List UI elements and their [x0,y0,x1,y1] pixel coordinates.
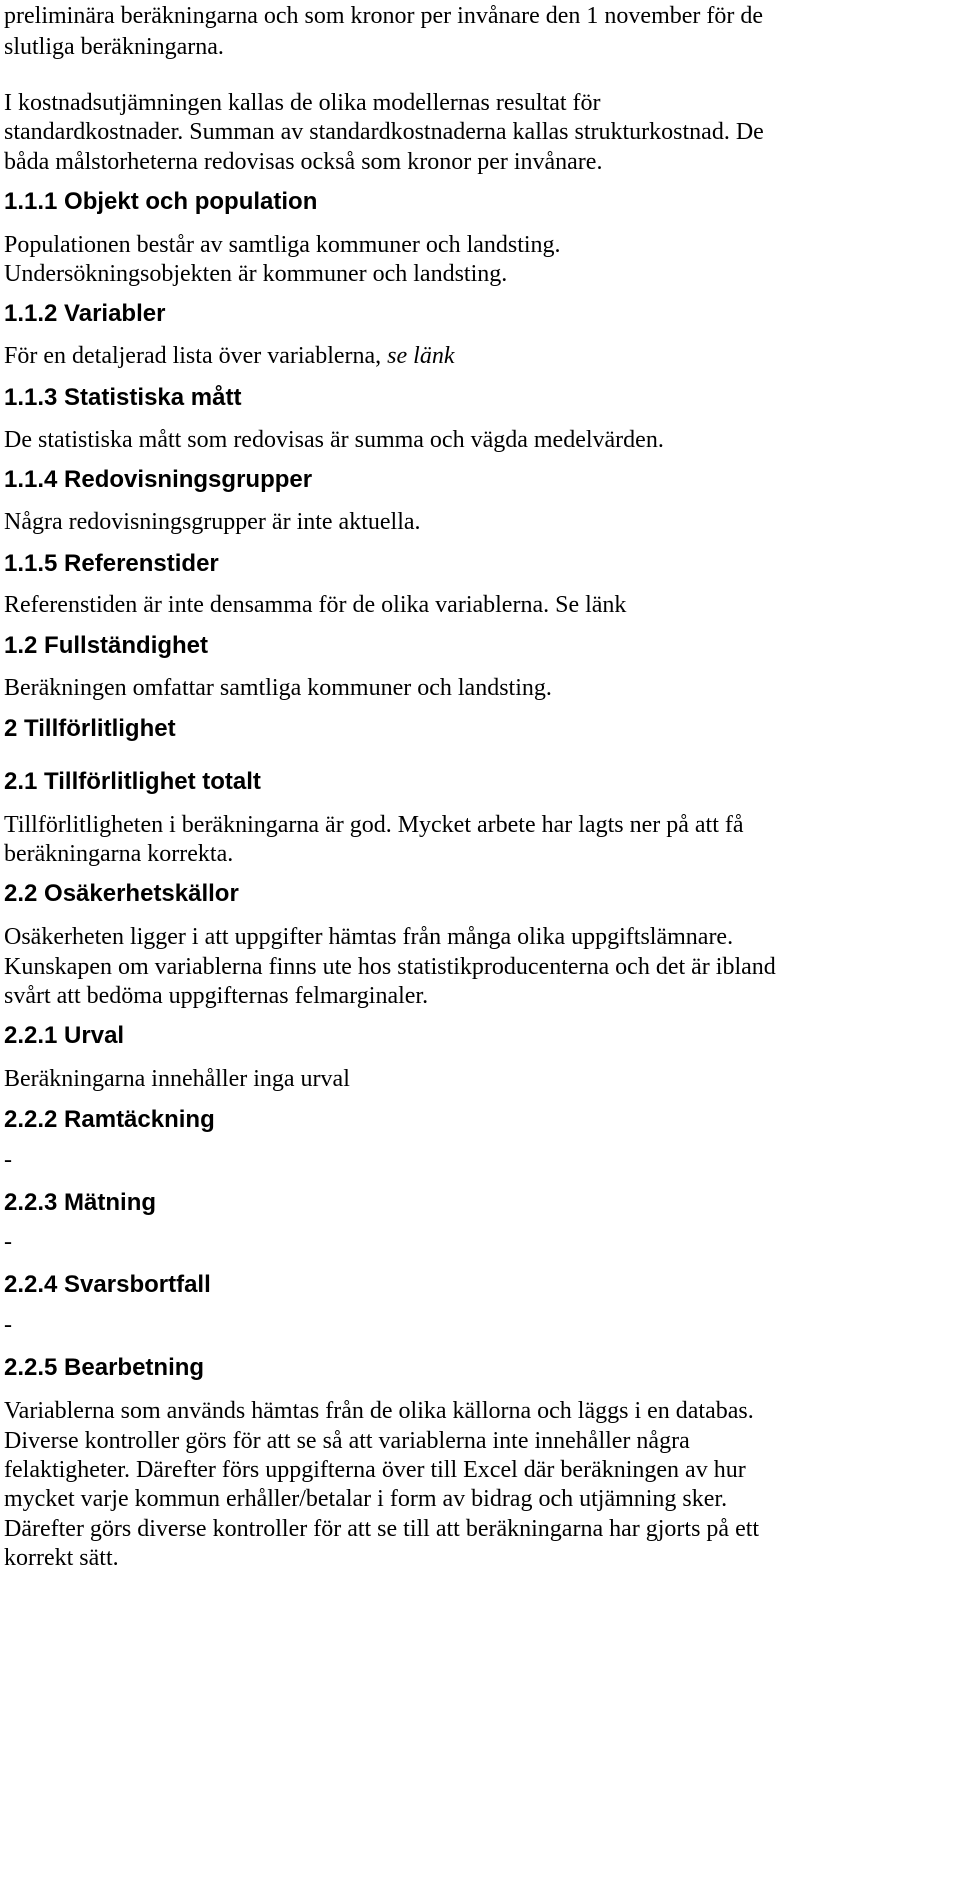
paragraph-line: korrekt sätt. [4,1545,119,1571]
intro-line: slutliga beräkningarna. [4,34,224,60]
paragraph-line: Beräkningen omfattar samtliga kommuner och landsting. [4,675,552,701]
intro-line: standardkostnader. Summan av standardkostnaderna kallas strukturkostnad. De [4,119,764,145]
paragraph-line: Variablerna som används hämtas från de olika källorna och läggs i en databas. [4,1398,754,1424]
paragraph-line: Kunskapen om variablerna finns ute hos statistikproducenterna och det är ibland [4,954,776,980]
paragraph-line: Beräkningarna innehåller inga urval [4,1066,350,1092]
paragraph-line: Några redovisningsgrupper är inte aktuella. [4,509,421,535]
section-heading: 1.1.3 Statistiska mått [4,384,242,411]
section-heading: 2.2.5 Bearbetning [4,1354,205,1381]
empty-dash: - [4,1229,12,1255]
intro-line: preliminära beräkningarna och som kronor per invånare den 1 november för de [4,3,764,29]
paragraph-line: Populationen består av samtliga kommuner och landsting. [4,232,561,258]
section-heading: 2.1 Tillförlitlighet totalt [4,768,261,795]
paragraph-line [4,342,454,370]
paragraph-line: De statistiska mått som redovisas är summa och vägda medelvärden. [4,427,664,453]
section-heading: 1.1.5 Referenstider [4,550,219,577]
paragraph-line: svårt att bedöma uppgifternas felmarginaler. [4,983,429,1009]
section-heading: 2.2.1 Urval [4,1022,125,1049]
paragraph-line: Diverse kontroller görs för att se så att variablerna inte innehåller några [4,1428,690,1454]
section-heading: 2.2.3 Mätning [4,1189,157,1216]
section-heading: 1.1.1 Objekt och population [4,188,318,215]
variables-link[interactable]: se länk [387,343,455,369]
paragraph-line: felaktigheter. Därefter förs uppgifterna över till Excel där beräkningen av hur [4,1457,746,1483]
empty-dash: - [4,1312,12,1338]
section-heading: 1.2 Fullständighet [4,632,209,659]
section-heading: 1.1.2 Variabler [4,300,166,327]
paragraph-line: Osäkerheten ligger i att uppgifter hämtas från många olika uppgiftslämnare. [4,924,734,950]
paragraph-line: mycket varje kommun erhåller/betalar i form av bidrag och utjämning sker. [4,1486,728,1512]
empty-dash: - [4,1147,12,1173]
paragraph-text: För en detaljerad lista över variablerna, [4,343,388,369]
section-heading: 2.2.4 Svarsbortfall [4,1271,211,1298]
paragraph-line: Därefter görs diverse kontroller för att se till att beräkningarna har gjorts på ett [4,1516,760,1542]
intro-line: I kostnadsutjämningen kallas de olika modellernas resultat för [4,90,601,116]
paragraph-line: Tillförlitligheten i beräkningarna är god. Mycket arbete har lagts ner på att få [4,812,744,838]
section-heading: 1.1.4 Redovisningsgrupper [4,466,313,493]
section-heading: 2.2.2 Ramtäckning [4,1106,215,1133]
paragraph-line: beräkningarna korrekta. [4,841,234,867]
paragraph-line: Undersökningsobjekten är kommuner och landsting. [4,261,508,287]
section-heading: 2.2 Osäkerhetskällor [4,880,239,907]
chapter-heading: 2 Tillförlitlighet [4,715,176,742]
intro-line: båda målstorheterna redovisas också som kronor per invånare. [4,149,603,175]
paragraph-line: Referenstiden är inte densamma för de olika variablerna. Se länk [4,592,627,618]
